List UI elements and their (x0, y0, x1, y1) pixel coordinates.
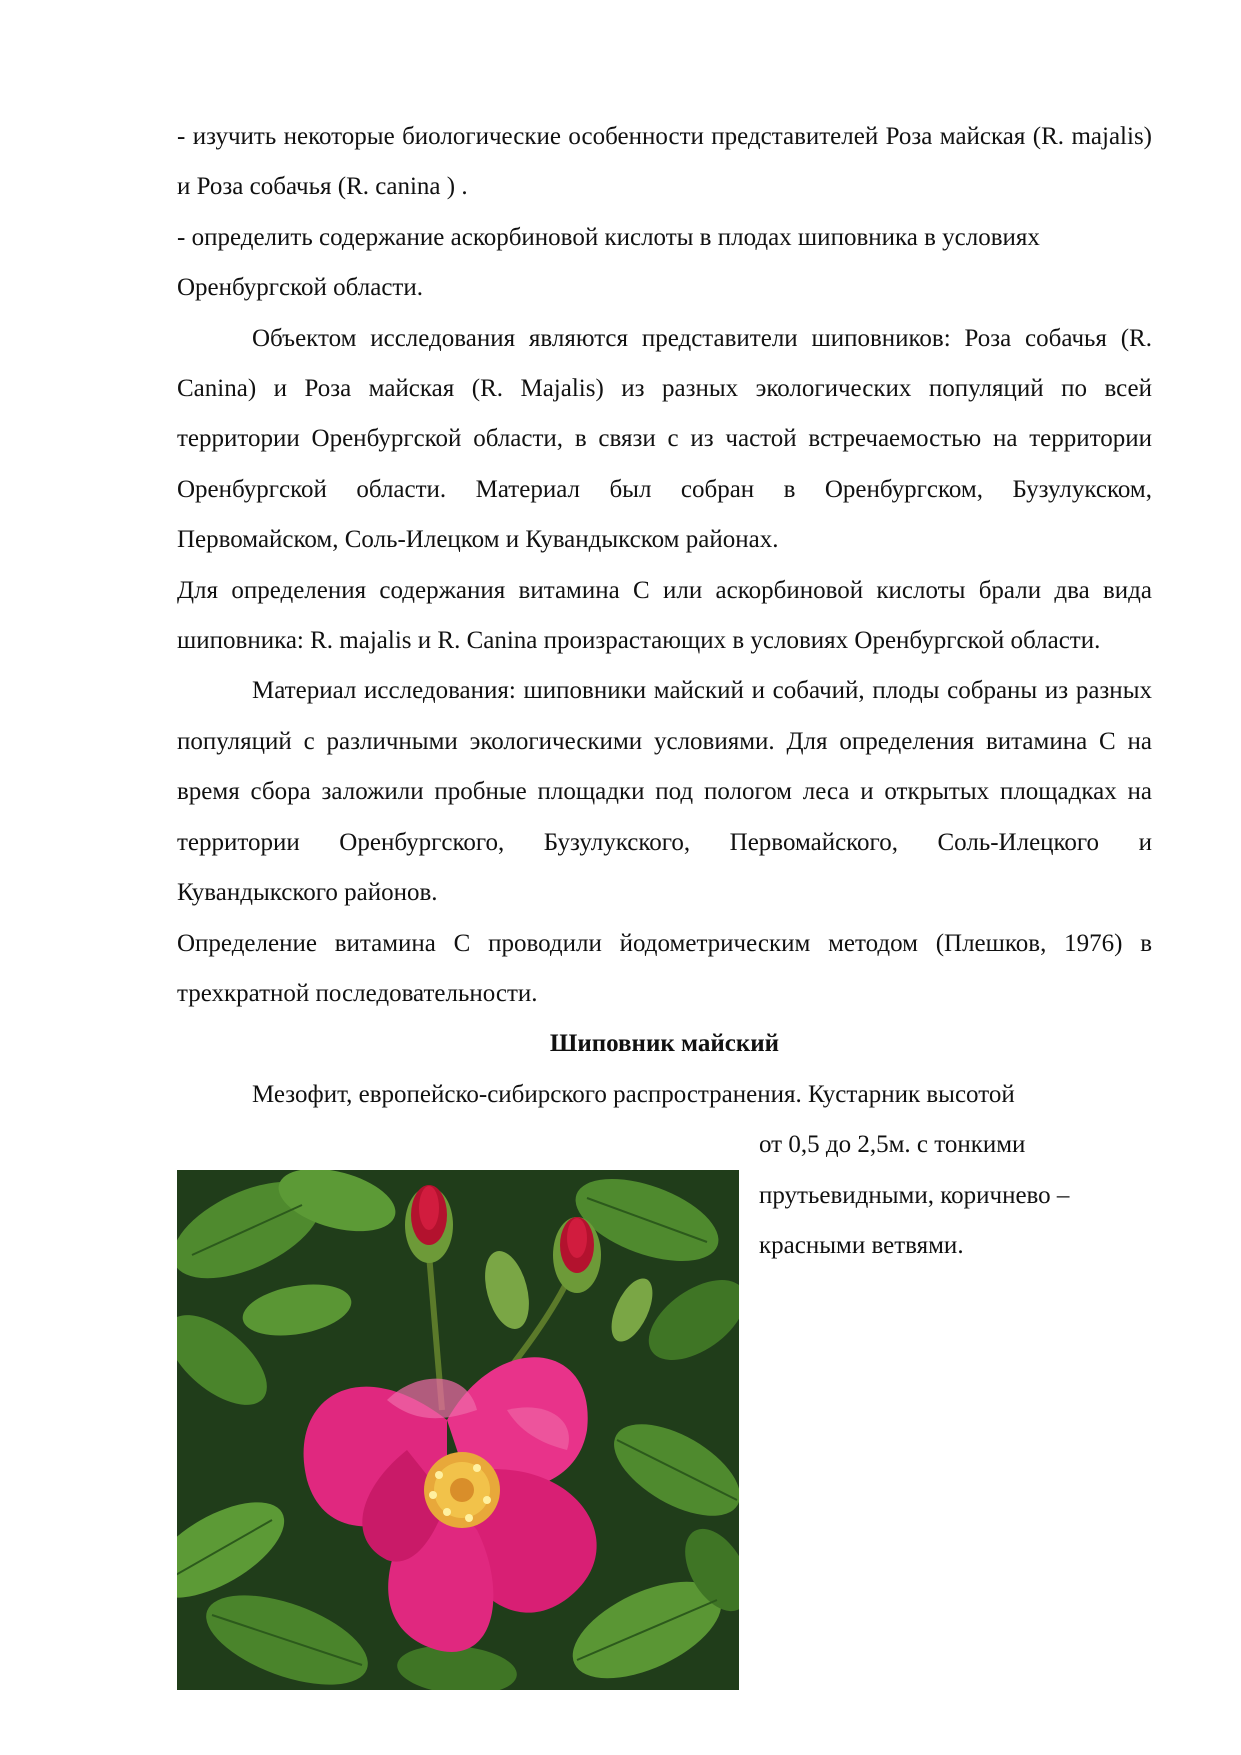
figure-side-text: от 0,5 до 2,5м. с тонкими прутьевидными, коричнево – красными ветвями. (759, 1131, 1070, 1259)
rose-stamens (424, 1452, 500, 1528)
paragraph-goal-1: - изучить некоторые биологические особенности представителей Роза майская (R. majalis) и Роза собачья (R. canina ) . (177, 123, 1152, 201)
document-page (177, 112, 1152, 1720)
paragraph-method: Определение витамина С проводили йодометрическим методом (Плешков, 1976) в трехкратной последовательности. (177, 929, 1152, 1007)
paragraph-material: Материал исследования: шиповники майский и собачий, плоды собраны из разных популяций с различными экологическими условиями. Для определения витамина С на время сбора заложили пробные площадки под пологом леса и открытых площадках на территории Оренбургского, Бузулукского, Первомайского, Соль-Илецкого и Кувандыкского районов. (177, 677, 1152, 907)
section-intro: Мезофит, европейско-сибирского распространения. Кустарник высотой (252, 1080, 1015, 1108)
figure-block (177, 1120, 1152, 1720)
paragraph-vitamin-species: Для определения содержания витамина С или аскорбиновой кислоты брали два вида шиповника: R. majalis и R. Canina произрастающих в условиях Оренбургской области. (177, 576, 1152, 655)
rose-photo (177, 1170, 739, 1690)
paragraph-goal-2: - определить содержание аскорбиновой кислоты в плодах шиповника в условиях Оренбургской области. (177, 223, 1040, 302)
section-heading: Шиповник майский (549, 1030, 780, 1058)
paragraph-object: Объектом исследования являются представители шиповников: Роза собачья (R. Canina) и Роза майская (R. Majalis) из разных экологических популяций по всей территории Оренбургской области, в связи с из частой встречаемостью на территории Оренбургской области. Материал был собран в Оренбургском, Бузулукском, Первомайском, Соль-Илецком и Кувандыкском районах. (177, 324, 1152, 554)
rose-illustration (177, 1170, 739, 1690)
